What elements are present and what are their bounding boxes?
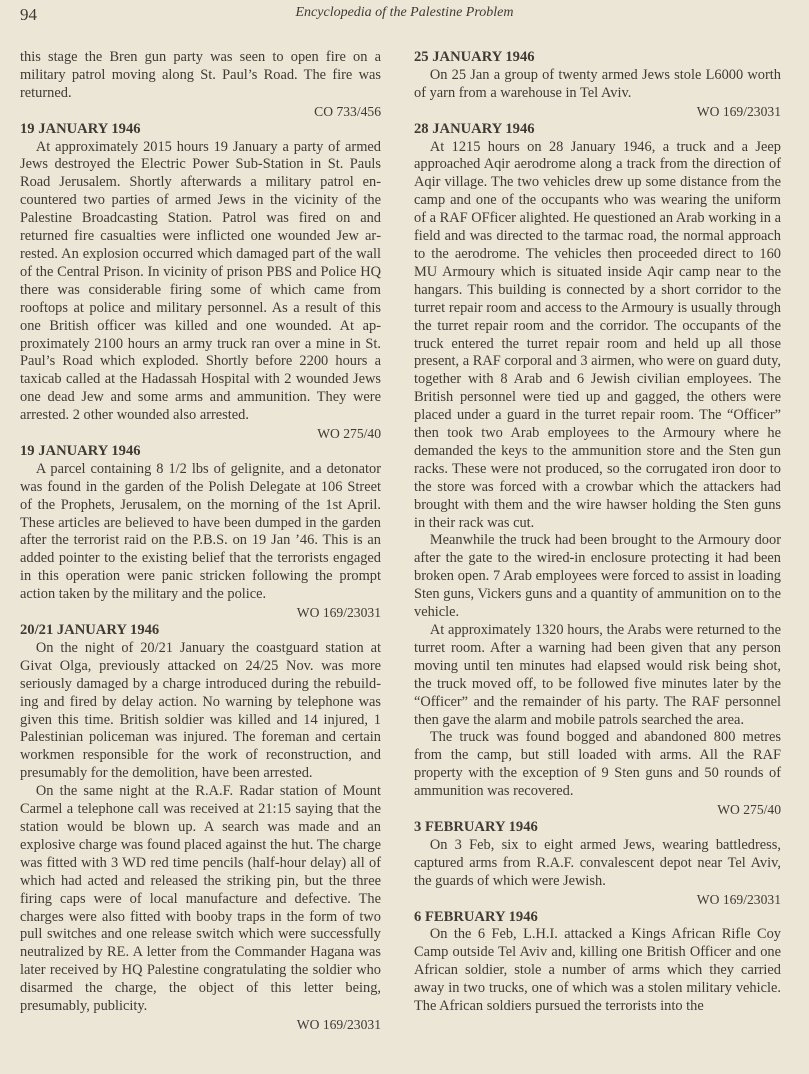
entry-date-heading: 28 JANUARY 1946 (414, 120, 535, 137)
source-reference: WO 169/23031 (696, 103, 781, 119)
paragraph: On 25 Jan a group of twenty armed Jews stole L6000 worth of yarn from a warehouse in Tel Aviv. (414, 66, 781, 101)
source-reference: CO 733/456 (314, 103, 381, 119)
source-reference: WO 275/40 (717, 802, 781, 818)
entry-date-heading: 19 JANUARY 1946 (20, 442, 141, 459)
right-column (414, 49, 781, 1016)
paragraph: On the 6 Feb, L.H.I. attacked a Kings African Rifle Coy Camp outside Tel Aviv and, killing one British Officer and one African soldier, stole a number of arms which they carried away in two trucks, one of which was a stolen military vehicle. The African soldiers pursued the terrorists into the (414, 926, 781, 1015)
paragraph: The truck was found bogged and abandoned 800 metres from the camp, but still loaded with arms. All the RAF property with the exception of 9 Sten guns and 50 rounds of ammunition was recovered. (414, 729, 781, 800)
paragraph: Meanwhile the truck had been brought to the Armoury door after the gate to the wired-in enclosure protecting it had been broken open. 7 Arab employees were forced to assist in loading Sten guns, Vickers guns and a quantity of ammunition on to the vehicle. (414, 532, 781, 621)
paragraph: At approximately 2015 hours 19 January a party of armed Jews destroyed the Electric Power Sub-Station in St. Pauls Road Jerusalem. Shortly afterwards a military patrol encountered two parties of armed Jews in the vicinity of the Palestine Broadcasting Station. Patrol was fired on and returned fire casualties were inflicted one wounded Jew arrested. An explosion occurred which damaged part of the wall of the Central Prison. In vicinity of prison PBS and Police HQ there was considerable firing some of which came from rooftops at police and military personnel. As a result of this one British officer was killed and one wounded. At approximately 2100 hours an army truck ran over a mine in St. Paul’s Road which exploded. Shortly before 2200 hours a taxicab called at the Hadassah Hospital with 2 wounded Jews one dead Jew and some arms and ammunition. They were arrested. 2 other wounded also arrested. (20, 138, 381, 424)
paragraph: On the night of 20/21 January the coastguard station at Givat Olga, previously attacked on 24/25 Nov. was more seriously damaged by a charge introduced during the rebuilding and fired by delay action. No warning by telephone was given this time. British soldier was killed and 14 injured, 1 Palestinian policeman was injured. The foreman and certain workmen responsible for the work of reconstruction, and presumably for the demolition, have been arrested. (20, 639, 381, 782)
page-number: 94 (20, 5, 37, 24)
entry-date-heading: 20/21 JANUARY 1946 (20, 622, 160, 638)
entry-date-heading: 25 JANUARY 1946 (414, 49, 535, 65)
entry-date-heading: 3 FEBRUARY 1946 (414, 818, 538, 835)
paragraph: A parcel containing 8 1/2 lbs of gelignite, and a detonator was found in the garden of the Polish Delegate at 106 Street of the Prophets, Jerusalem, on the morning of the 1st April. These articles are believed to have been dumped in the garden after the terrorist raid on the P.B.S. on 19 Jan ’46. This is an added pointer to the existing belief that the terrorists engaged in this operation were panic stricken following the prompt action taken by the military and the police. (20, 460, 381, 603)
entry-date-heading: 6 FEBRUARY 1946 (414, 908, 538, 925)
source-reference: WO 169/23031 (296, 605, 381, 621)
source-reference: WO 169/23031 (696, 891, 781, 907)
paragraph: At approximately 1320 hours, the Arabs were returned to the turret room. After a warning had been given that any person moving until ten minutes had elapsed would risk being shot, the truck moved off, to be followed five minutes later by the “Officer” and the remainder of his party. The RAF personnel then gave the alarm and mobile patrols searched the area. (414, 622, 781, 728)
source-reference: WO 169/23031 (296, 1016, 381, 1032)
paragraph: this stage the Bren gun party was seen to open fire on a military patrol moving along St. Paul’s Road. The fire was returned. (20, 49, 381, 101)
paragraph: On 3 Feb, six to eight armed Jews, wearing battledress, captured arms from R.A.F. convalescent depot near Tel Aviv, the guards of which were Jewish. (414, 836, 781, 889)
left-column (20, 49, 381, 1034)
entry-date-heading: 19 JANUARY 1946 (20, 120, 141, 137)
source-reference: WO 275/40 (317, 426, 381, 442)
paragraph: At 1215 hours on 28 January 1946, a truck and a Jeep approached Aqir aerodrome along a track from the direction of Aqir village. The two vehicles drew up some distance from the camp and one of the occupants who was wearing the uniform of a RAF OFficer alighted. He questioned an Arab working in a field and was directed to the tarmac road, the normal approach to the aerodrome. The vehicles then proceeded direct to 160 MU Armoury which is situated inside Aqir camp near to the hangars. This building is connected by a short corridor to the turret repair room and access to the Armoury is usually through the turret repair room and the corridor. The occupants of the truck entered the turret repair room and held up all those present, a RAF corporal and 3 airmen, who were on guard duty, together with 8 Arab and 6 Jewish civilian employees. The British personnel were tied up and gagged, the others were placed under a guard in the turret repair room. The “Officer” then took two Arab employees to the Armoury where he demanded the keys to the ammunition store and the Sten gun racks. These were not produced, so the corrugated iron door to the store was forced with a crowbar which the attackers had brought with them and the wire hawser holding the Sten guns in their rack was cut. (414, 138, 781, 531)
paragraph: On the same night at the R.A.F. Radar station of Mount Carmel a telephone call was received at 21:15 saying that the station would be blown up. A search was made and an explosive charge was found placed against the hut. The charge was fitted with 3 WD red time pencils (half-hour delay) all of which had acted and released the striking pin, but the three firing caps were of local manufacture and defective. The charges were also fitted with booby traps in the form of two pull switches and one release switch which were successfully neutralized by RE. A letter from the Commander Hagana was later received by HQ Palestine congratulating the soldier who disarmed the charge, the object of this letter being, presumably, publicity. (20, 783, 381, 1015)
running-title: Encyclopedia of the Palestine Problem (295, 5, 514, 20)
